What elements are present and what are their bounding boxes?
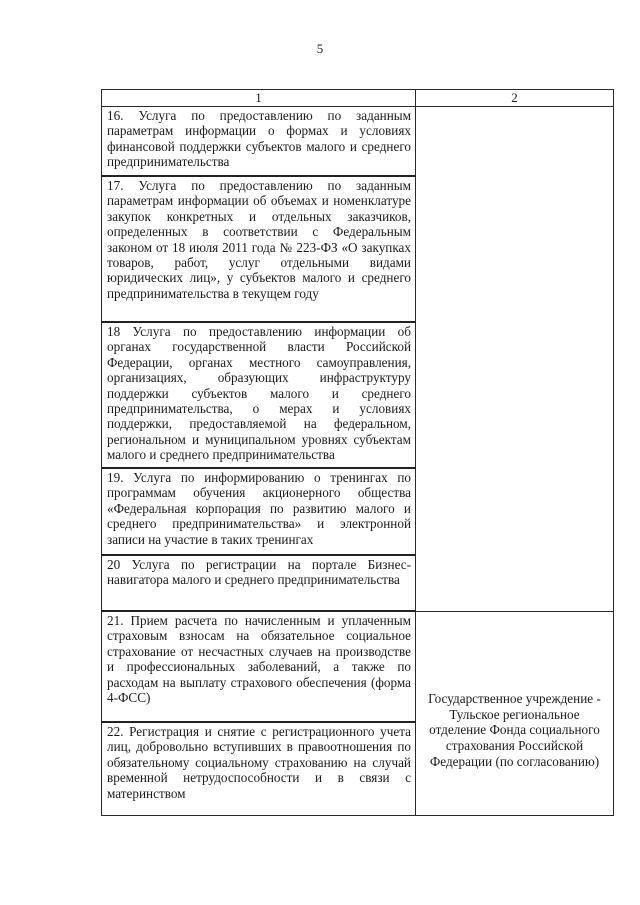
service-21: 21. Прием расчета по начисленным и уплаченным страховым взносам на обязательное социальное страхование от несчастных случаев на производстве и профессиональных заболеваний, а также по расходам на выплату страхового обеспечения (форма 4-ФСС) [102, 611, 416, 722]
empty-org-cell [416, 107, 614, 612]
service-22: 22. Регистрация и снятие с регистрационного учета лиц, добровольно вступивших в правоотношения по обязательному социальному страхованию на случай временной нетрудоспособности и в связи с материнством [102, 722, 416, 816]
table-header-row [102, 90, 614, 107]
service-16: 16. Услуга по предоставлению по заданным параметрам информации о формах и условиях финансовой поддержки субъектов малого и среднего предпринимательства [102, 107, 416, 177]
table-row [102, 107, 614, 177]
service-20: 20 Услуга по регистрации на портале Бизнес-навигатора малого и среднего предпринимательства [102, 555, 416, 611]
table-row [102, 611, 614, 722]
services-table [101, 89, 614, 816]
organization-cell [416, 611, 614, 816]
column-header-1: 1 [102, 90, 416, 107]
service-17: 17. Услуга по предоставлению по заданным параметрам информации об объемах и номенклатуре закупок конкретных и отдельных заказчиков, определенных в соответствии с Федеральным законом от 18 июля 2011 года № 223-ФЗ «О закупках товаров, работ, услуг отдельными видами юридических лиц», у субъектов малого и среднего предпринимательства в текущем году [102, 176, 416, 322]
page-number: 5 [316, 41, 324, 56]
service-18: 18 Услуга по предоставлению информации об органах государственной власти Российской Федерации, органах местного самоуправления, организациях, образующих инфраструктуру поддержки субъектов малого и среднего предпринимательства, о мерах и условиях поддержки, предоставляемой на федеральном, региональном и муниципальном уровнях субъектам малого и среднего предпринимательства [102, 322, 416, 468]
column-header-2: 2 [416, 90, 614, 107]
organization-name: Государственное учреждение - Тульское региональное отделение Фонда социального страхования Российской Федерации (по согласованию) [428, 691, 601, 769]
service-19: 19. Услуга по информированию о тренингах по программам обучения акционерного общества «Федеральная корпорация по развитию малого и среднего предпринимательства» и электронной записи на участие в таких тренингах [102, 468, 416, 555]
